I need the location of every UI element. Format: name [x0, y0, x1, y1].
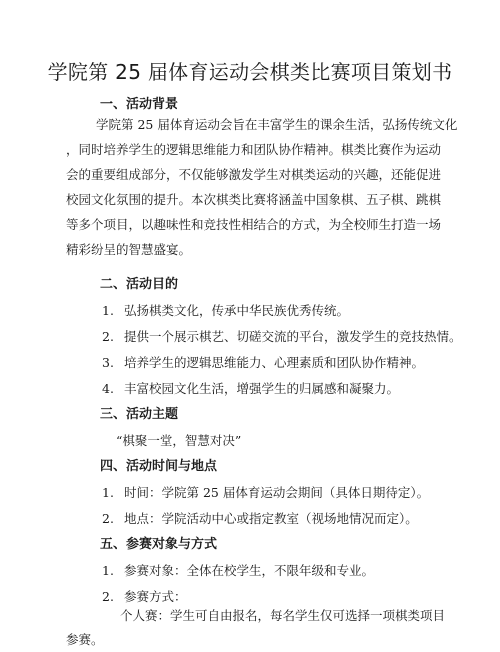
paragraph-line: 校园文化氛围的提升。本次棋类比赛将涵盖中国象棋、五子棋、跳棋 [66, 192, 442, 207]
paragraph-line: 参赛。 [66, 632, 104, 647]
list-text: 时间：学院第 25 届体育运动会期间（具体日期待定）。 [123, 485, 430, 500]
individual-match-paragraph [66, 604, 446, 652]
list-text: 培养学生的逻辑思维能力、心理素质和团队协作精神。 [123, 355, 424, 370]
background-paragraph [66, 112, 458, 262]
list-item [102, 380, 442, 398]
list-text: 丰富校园文化生活，增强学生的归属感和凝聚力。 [123, 381, 399, 396]
list-number: 2. [102, 511, 114, 526]
list-item [102, 510, 442, 528]
list-item [102, 328, 462, 346]
section-heading-time-place: 四、活动时间与地点 [100, 459, 218, 474]
paragraph-line: 会的重要组成部分，不仅能够激发学生对棋类运动的兴趣，还能促进 [66, 167, 442, 182]
list-number: 2. [102, 329, 114, 344]
paragraph-line: ，同时培养学生的逻辑思维能力和团队协作精神。棋类比赛作为运动 [66, 142, 442, 157]
paragraph-line: 精彩纷呈的智慧盛宴。 [66, 242, 192, 257]
list-number: 3. [102, 355, 114, 370]
paragraph-line: 等多个项目，以趣味性和竞技性相结合的方式，为全校师生打造一场 [66, 217, 442, 232]
section-heading-theme: 三、活动主题 [100, 407, 179, 422]
list-text: 参赛对象：全体在校学生，不限年级和专业。 [123, 563, 374, 578]
section-heading-background: 一、活动背景 [100, 97, 179, 112]
document-title: 学院第 25 届体育运动会棋类比赛项目策划书 [47, 60, 453, 84]
list-number: 1. [102, 485, 114, 500]
list-text: 弘扬棋类文化，传承中华民族优秀传统。 [123, 303, 349, 318]
list-number: 1. [102, 563, 114, 578]
list-text: 提供一个展示棋艺、切磋交流的平台，激发学生的竞技热情。 [123, 329, 462, 344]
list-item [102, 484, 442, 502]
list-text: 参赛方式： [123, 589, 187, 604]
list-item [102, 562, 442, 580]
paragraph-line: 个人赛：学生可自由报名，每名学生仅可选择一项棋类项目 [120, 608, 446, 623]
paragraph-line: 学院第 25 届体育运动会旨在丰富学生的课余生活，弘扬传统文化 [96, 117, 458, 132]
list-item [102, 354, 442, 372]
section-heading-participants: 五、参赛对象与方式 [100, 537, 218, 552]
list-number: 4. [102, 381, 114, 396]
list-text: 地点：学院活动中心或指定教室（视场地情况而定）。 [123, 511, 418, 526]
list-number: 2. [102, 589, 114, 604]
list-item [102, 302, 442, 320]
section-heading-purpose: 二、活动目的 [100, 277, 179, 292]
theme-quote: “棋聚一堂，智慧对决” [116, 433, 242, 448]
list-number: 1. [102, 303, 114, 318]
